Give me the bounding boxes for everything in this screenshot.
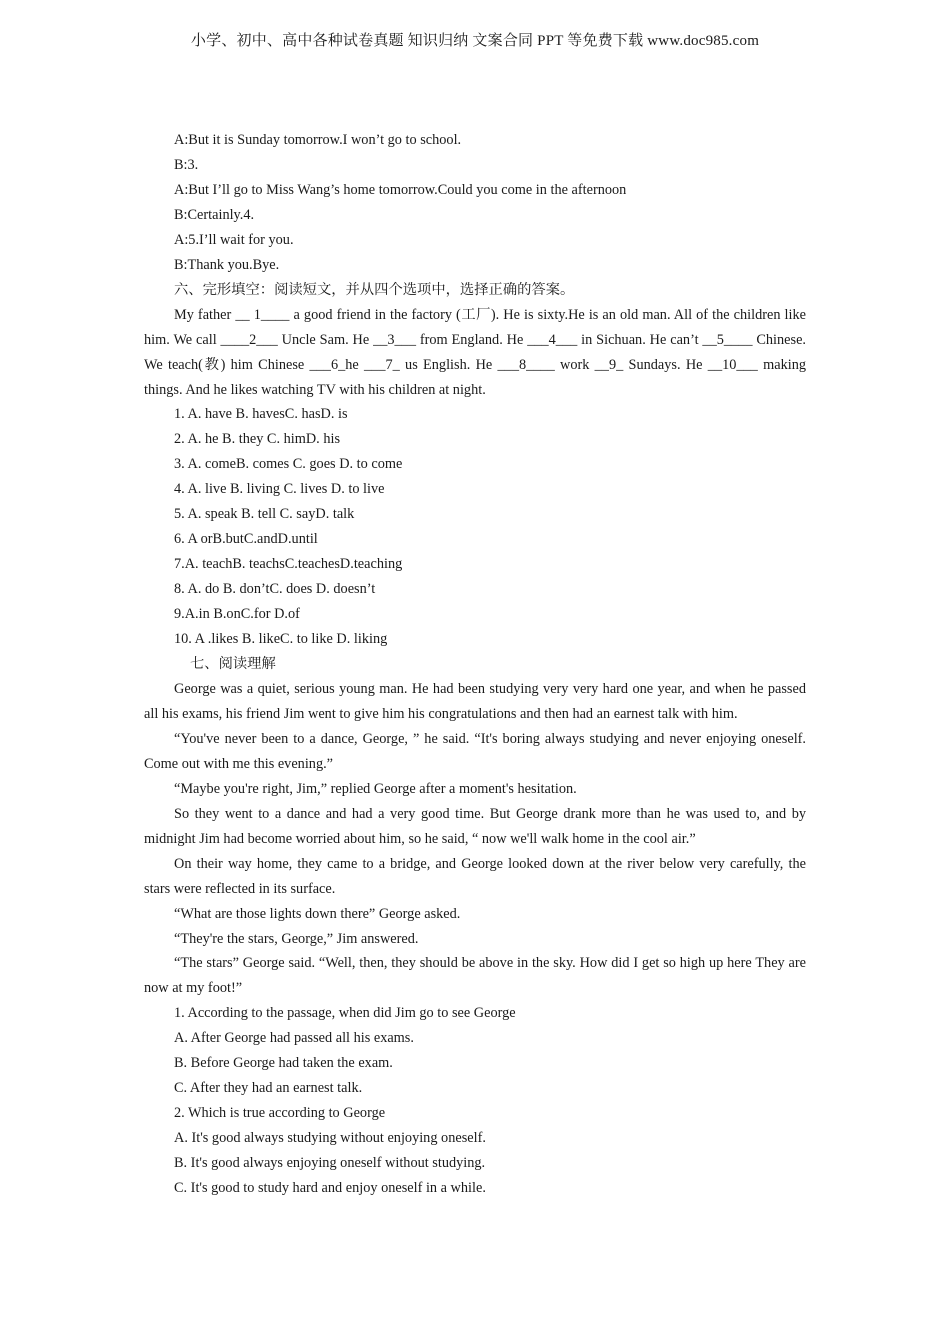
- reading-paragraph: “You've never been to a dance, George, ” he said. “It's boring always studying and never enjoying oneself. Come out with me this evening.”: [144, 730, 806, 772]
- reading-choice: B. It's good always enjoying oneself without studying.: [174, 1155, 486, 1172]
- reading-paragraph: “Maybe you're right, Jim,” replied George after a moment's hesitation.: [174, 780, 577, 797]
- cloze-option: 7.A. teachB. teachsC.teachesD.teaching: [174, 556, 403, 573]
- dialogue-line: B:Thank you.Bye.: [174, 256, 280, 273]
- cloze-option: 8. A. do B. don’tC. does D. doesn’t: [174, 581, 376, 598]
- reading-choice: A. After George had passed all his exams.: [174, 1030, 414, 1047]
- dialogue-line: A:5.I’ll wait for you.: [174, 231, 294, 248]
- page-header: 小学、初中、高中各种试卷真题 知识归纳 文案合同 PPT 等免费下载 www.doc985.com: [190, 33, 760, 49]
- reading-section: [144, 652, 806, 1201]
- cloze-section: [144, 278, 806, 652]
- cloze-option: 3. A. comeB. comes C. goes D. to come: [174, 456, 403, 473]
- document-body: [144, 128, 806, 1201]
- reading-paragraph: “The stars” George said. “Well, then, they should be above in the sky. How did I get so high up here They are now at my foot!”: [144, 955, 806, 997]
- cloze-title: 六、完形填空：阅读短文，并从四个选项中，选择正确的答案。: [174, 281, 575, 298]
- reading-question: 1. According to the passage, when did Jim go to see George: [174, 1005, 516, 1022]
- reading-paragraph: On their way home, they came to a bridge, and George looked down at the river below very carefully, the stars were reflected in its surface.: [144, 855, 806, 897]
- cloze-option: 6. A orB.butC.andD.until: [174, 531, 318, 548]
- reading-paragraph: So they went to a dance and had a very good time. But George drank more than he was used to, and by midnight Jim had become worried about him, so he said, “ now we'll walk home in the cool air.”: [144, 805, 806, 847]
- cloze-option: 4. A. live B. living C. lives D. to live: [174, 481, 385, 498]
- reading-choice: B. Before George had taken the exam.: [174, 1055, 393, 1072]
- reading-choice: C. It's good to study hard and enjoy oneself in a while.: [174, 1180, 486, 1197]
- cloze-option: 9.A.in B.onC.for D.of: [174, 606, 300, 623]
- reading-title: 七、阅读理解: [190, 656, 276, 673]
- dialogue-line: A:But it is Sunday tomorrow.I won’t go to school.: [174, 132, 462, 148]
- cloze-option: 5. A. speak B. tell C. sayD. talk: [174, 506, 355, 523]
- reading-choice: C. After they had an earnest talk.: [174, 1080, 363, 1097]
- dialogue-line: B:3.: [174, 156, 199, 173]
- cloze-passage: My father __ 1____ a good friend in the factory (工厂). He is sixty.He is an old man. All of the children like him. We call ____2___ Uncle Sam. He __3___ from England. He ___4___ in Sichuan. He can’t __5____ Chinese. We teach(教) him Chinese ___6_he ___7_ us English. He ___8____ work __9_ Sundays. He __10___ making things. And he likes watching TV with his children at night.: [144, 306, 806, 398]
- dialogue-line: A:But I’ll go to Miss Wang’s home tomorrow.Could you come in the afternoon: [174, 181, 627, 198]
- cloze-option: 10. A .likes B. likeC. to like D. liking: [174, 631, 388, 648]
- dialogue-section: [144, 128, 806, 278]
- cloze-option: 2. A. he B. they C. himD. his: [174, 431, 341, 448]
- reading-choice: A. It's good always studying without enjoying oneself.: [174, 1130, 486, 1147]
- cloze-option: 1. A. have B. havesC. hasD. is: [174, 406, 348, 423]
- reading-question: 2. Which is true according to George: [174, 1105, 386, 1122]
- dialogue-line: B:Certainly.4.: [174, 206, 255, 223]
- reading-paragraph: “They're the stars, George,” Jim answered.: [174, 930, 419, 947]
- reading-paragraph: George was a quiet, serious young man. He had been studying very very hard one year, and when he passed all his exams, his friend Jim went to give him his congratulations and then had an earnest talk with him.: [144, 680, 806, 722]
- reading-paragraph: “What are those lights down there” George asked.: [174, 905, 461, 922]
